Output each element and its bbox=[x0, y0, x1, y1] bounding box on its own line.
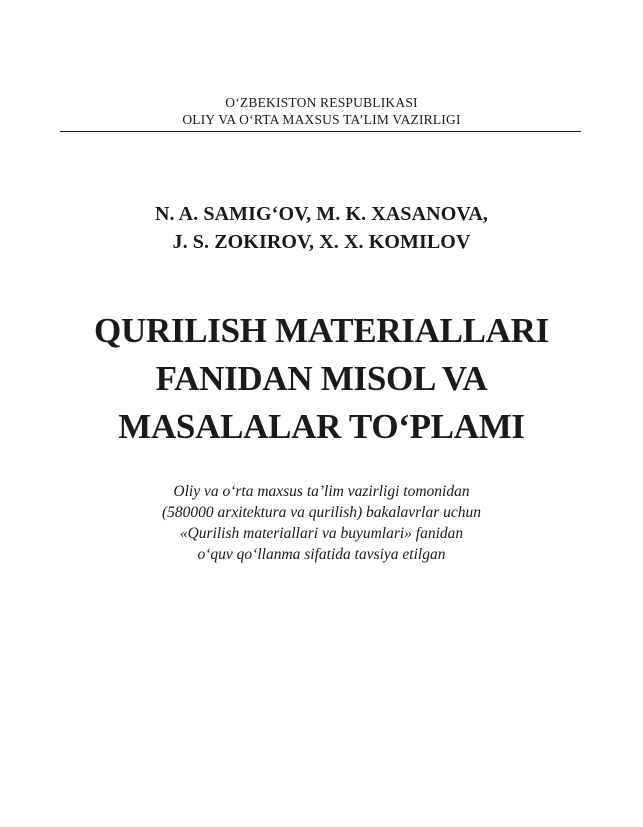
approval-line-4: o‘quv qo‘llanma sifatida tavsiya etilgan bbox=[197, 546, 446, 563]
ministry-name: OLIY VA O‘RTA MAXSUS TA’LIM VAZIRLIGI bbox=[182, 112, 461, 127]
ministry-header bbox=[0, 94, 643, 128]
book-title bbox=[0, 307, 643, 451]
approval-note bbox=[0, 481, 643, 565]
approval-line-1: Oliy va o‘rta maxsus ta’lim vazirligi tomonidan bbox=[173, 483, 470, 500]
title-line-3: MASALALAR TO‘PLAMI bbox=[118, 407, 525, 446]
header-divider bbox=[60, 131, 581, 132]
author-list bbox=[0, 200, 643, 256]
authors-line-1: N. A. SAMIG‘OV, M. K. XASANOVA, bbox=[155, 203, 488, 225]
approval-line-3: «Qurilish materiallari va buyumlari» fanidan bbox=[179, 525, 464, 542]
title-line-2: FANIDAN MISOL VA bbox=[155, 359, 488, 398]
country-name: O‘ZBEKISTON RESPUBLIKASI bbox=[225, 95, 418, 110]
title-line-1: QURILISH MATERIALLARI bbox=[94, 311, 549, 350]
approval-line-2: (580000 arxitektura va qurilish) bakalavrlar uchun bbox=[162, 504, 481, 521]
authors-line-2: J. S. ZOKIROV, X. X. KOMILOV bbox=[172, 231, 471, 253]
